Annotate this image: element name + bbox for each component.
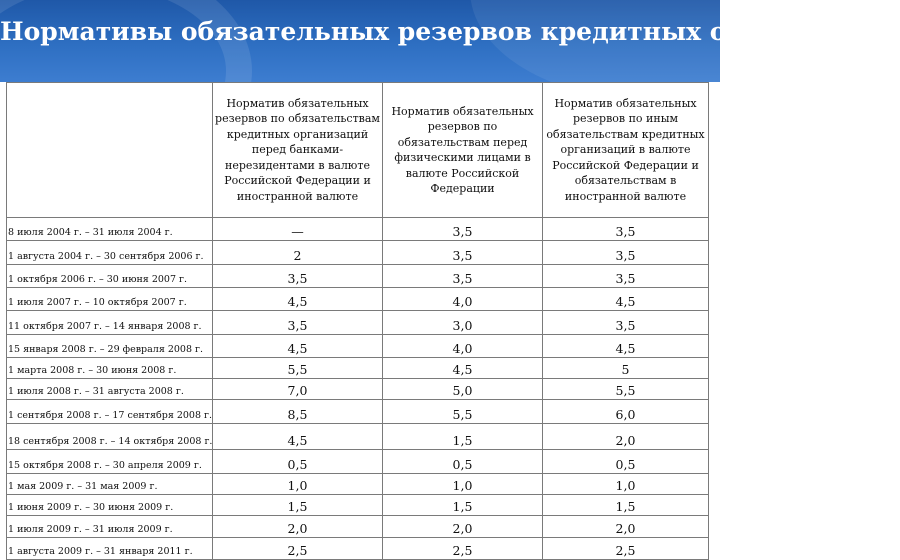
other-value-cell: 1,0 (543, 474, 709, 495)
individuals-value-cell: 3,5 (383, 241, 543, 265)
other-value-cell: 6,0 (543, 400, 709, 424)
table-row (7, 241, 709, 265)
period-cell: 1 сентября 2008 г. – 17 сентября 2008 г. (7, 400, 213, 424)
individuals-value-cell: 3,5 (383, 265, 543, 288)
table-container (6, 82, 718, 558)
nonresident-value-cell: 7,0 (213, 379, 383, 400)
nonresident-value-cell: 2,0 (213, 516, 383, 538)
slide-title: Нормативы обязательных резервов кредитных организаций (0, 17, 900, 46)
other-value-cell: 3,5 (543, 265, 709, 288)
period-cell: 1 мая 2009 г. – 31 мая 2009 г. (7, 474, 213, 495)
other-value-cell: 3,5 (543, 241, 709, 265)
table-row (7, 400, 709, 424)
period-cell: 1 августа 2004 г. – 30 сентября 2006 г. (7, 241, 213, 265)
table-body (7, 218, 709, 560)
other-value-cell: 5,5 (543, 379, 709, 400)
nonresident-value-cell: 2 (213, 241, 383, 265)
period-cell: 15 января 2008 г. – 29 февраля 2008 г. (7, 335, 213, 358)
period-cell: 1 июля 2008 г. – 31 августа 2008 г. (7, 379, 213, 400)
table-row (7, 265, 709, 288)
individuals-value-cell: 3,5 (383, 218, 543, 241)
period-cell: 1 июля 2007 г. – 10 октября 2007 г. (7, 288, 213, 311)
period-cell: 1 августа 2009 г. – 31 января 2011 г. (7, 538, 213, 560)
individuals-value-cell: 2,0 (383, 516, 543, 538)
header-other-obligations: Норматив обязательных резервов по иным обязательствам кредитных организаций в валюте Российской Федерации и обязательствам в иностранной валюте (543, 83, 709, 218)
title-banner (0, 0, 900, 82)
other-value-cell: 2,0 (543, 516, 709, 538)
period-cell: 1 октября 2006 г. – 30 июня 2007 г. (7, 265, 213, 288)
table-header-row (7, 83, 709, 218)
nonresident-value-cell: 2,5 (213, 538, 383, 560)
individuals-value-cell: 1,5 (383, 424, 543, 450)
period-cell: 1 июля 2009 г. – 31 июля 2009 г. (7, 516, 213, 538)
table-row (7, 474, 709, 495)
nonresident-value-cell: 4,5 (213, 288, 383, 311)
table-row (7, 379, 709, 400)
period-cell: 15 октября 2008 г. – 30 апреля 2009 г. (7, 450, 213, 474)
other-value-cell: 5 (543, 358, 709, 379)
nonresident-value-cell: 1,0 (213, 474, 383, 495)
nonresident-value-cell: 3,5 (213, 311, 383, 335)
table-row (7, 311, 709, 335)
nonresident-value-cell: 5,5 (213, 358, 383, 379)
period-cell: 1 июня 2009 г. – 30 июня 2009 г. (7, 495, 213, 516)
other-value-cell: 2,0 (543, 424, 709, 450)
table-row (7, 516, 709, 538)
other-value-cell: 3,5 (543, 311, 709, 335)
table-row (7, 288, 709, 311)
table-row (7, 358, 709, 379)
period-cell: 18 сентября 2008 г. – 14 октября 2008 г. (7, 424, 213, 450)
individuals-value-cell: 4,0 (383, 288, 543, 311)
individuals-value-cell: 3,0 (383, 311, 543, 335)
nonresident-value-cell: 3,5 (213, 265, 383, 288)
nonresident-value-cell: 0,5 (213, 450, 383, 474)
table-row (7, 495, 709, 516)
individuals-value-cell: 4,0 (383, 335, 543, 358)
nonresident-value-cell: 4,5 (213, 335, 383, 358)
individuals-value-cell: 2,5 (383, 538, 543, 560)
individuals-value-cell: 4,5 (383, 358, 543, 379)
header-individuals: Норматив обязательных резервов по обязательствам перед физическими лицами в валюте Российской Федерации (383, 83, 543, 218)
table-row (7, 450, 709, 474)
nonresident-value-cell: 8,5 (213, 400, 383, 424)
period-cell: 8 июля 2004 г. – 31 июля 2004 г. (7, 218, 213, 241)
individuals-value-cell: 5,5 (383, 400, 543, 424)
other-value-cell: 0,5 (543, 450, 709, 474)
individuals-value-cell: 1,5 (383, 495, 543, 516)
header-nonresident-banks: Норматив обязательных резервов по обязательствам кредитных организаций перед банками-нерезидентами в валюте Российской Федерации и иностранной валюте (213, 83, 383, 218)
other-value-cell: 2,5 (543, 538, 709, 560)
nonresident-value-cell: — (213, 218, 383, 241)
table-row (7, 335, 709, 358)
table-row (7, 538, 709, 560)
table-row (7, 424, 709, 450)
nonresident-value-cell: 1,5 (213, 495, 383, 516)
header-period (7, 83, 213, 218)
table-row (7, 218, 709, 241)
individuals-value-cell: 0,5 (383, 450, 543, 474)
other-value-cell: 3,5 (543, 218, 709, 241)
individuals-value-cell: 1,0 (383, 474, 543, 495)
reserve-requirements-table (6, 82, 709, 560)
nonresident-value-cell: 4,5 (213, 424, 383, 450)
period-cell: 1 марта 2008 г. – 30 июня 2008 г. (7, 358, 213, 379)
individuals-value-cell: 5,0 (383, 379, 543, 400)
other-value-cell: 4,5 (543, 288, 709, 311)
other-value-cell: 4,5 (543, 335, 709, 358)
other-value-cell: 1,5 (543, 495, 709, 516)
period-cell: 11 октября 2007 г. – 14 января 2008 г. (7, 311, 213, 335)
